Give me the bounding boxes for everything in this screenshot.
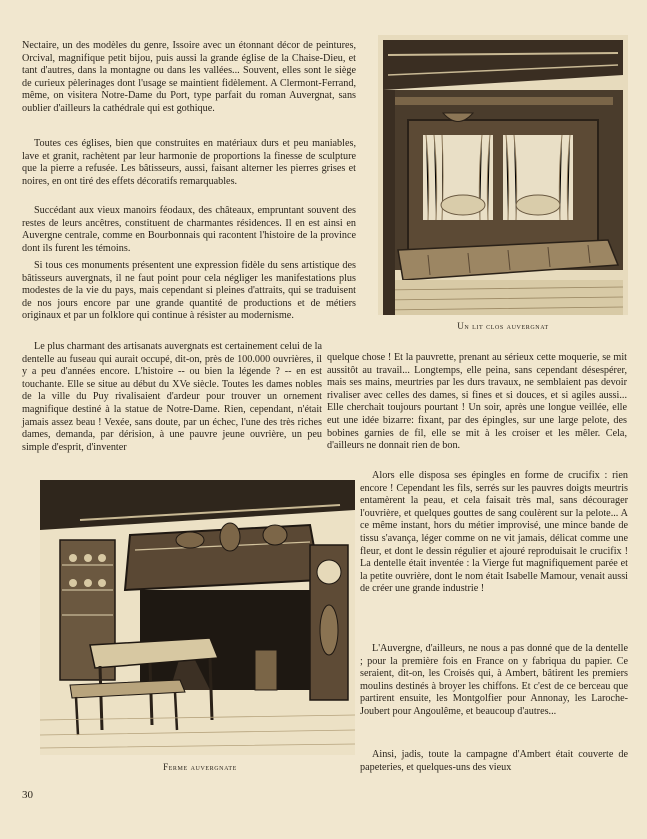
paragraph-churches: Nectaire, un des modèles du genre, Issoire avec un étonnant décor de peintures, Orcival, magnifique petit bijou, puis aussi la grande église de la Chaise-Dieu, et tant d'autres, dans la montagne ou dans les vallées... Souvent, elles sont le siège de curieux pèlerinages dont l'usage se maintient fidèlement. A Clermont-Ferrand, même, on visitera Notre-Dame du Port, type parfait du roman Auvergnat, sans oublier d'ailleurs la cathédrale qui est gothique. [22, 40, 356, 114]
page-number: 30 [22, 789, 33, 801]
farmhouse-illustration [40, 480, 355, 755]
caption-farmhouse: Ferme auvergnate [163, 762, 237, 772]
paragraph-lace-story: quelque chose ! Et la pauvrette, prenant au sérieux cette moquerie, se mit aussitôt au travail... Longtemps, elle peina, sans cependant désespérer, mais ses mains, meurtries par les durs travaux, ne semblaient pas devoir rivaliser avec celles des dames, si fines et si douces, et si agiles aussi... Elle cherchait toujours pourtant ! Un soir, après une longue veillée, elle eut une idée bizarre: fixant, par des épingles, sur une large pelote, des bobines garnies de fil, elle se mit à les croiser et les mêler. Cela, d'ailleurs ne donnait rien de bon. [327, 352, 627, 452]
paragraph-ambert: Ainsi, jadis, toute la campagne d'Ambert était couverte de papeteries, et quelques-uns des vieux [360, 749, 628, 773]
paragraph-materials: Toutes ces églises, bien que construites en matériaux durs et peu maniables, lave et granit, rachètent par leur harmonie de proportions la finesse de sculpture que la pierre a refusée. Les bâtisseurs, aussi, faisant alterner les pierres grises et noires, en ont tiré des effets décoratifs remarquables. [22, 138, 356, 187]
paragraph-crafts: Si tous ces monuments présentent une expression fidèle du sens artistique des bâtisseurs auvergnats, il ne faut point pour cela négliger les manifestations plus modestes de la vie du pays, mais cependant si pleines d'attraits, qui se traduisent de nos jours encore par une grande quantité de productions et de métiers originaux et par un folklore qui continue à résister au modernisme. [22, 260, 356, 322]
paragraph-paper: L'Auvergne, d'ailleurs, ne nous a pas donné que de la dentelle ; pour la première fois en France on y fabriqua du papier. Ce seraient, dit-on, les Croisés qui, à Ambert, bâtirent les premiers moulins destinés à broyer les chiffons. Et c'est de ce berceau que partirent ensuite, les Montgolfier pour Annonay, les Laroche-Joubert pour Angoulême, et beaucoup d'autres... [360, 643, 628, 717]
paragraph-castles: Succédant aux vieux manoirs féodaux, des châteaux, empruntant souvent des restes de leurs ancêtres, constituent de charmantes résidences. Il en est ainsi en Auvergne centrale, comme en Bourbonnais qui racontent l'histoire de la province dont ils furent les témoins. [22, 205, 356, 254]
box-bed-illustration [378, 35, 628, 315]
caption-box-bed: Un lit clos auvergnat [457, 321, 549, 331]
paragraph-lace-legend: Le plus charmant des artisanats auvergnats est certainement celui de la dentelle au fuseau qui aurait occupé, dit-on, près de 100.000 ouvrières, il y a peu d'années encore. L'histoire -- ou bien la légende ? -- en est touchante. Elle se situe au début du XVe siècle. Toutes les dames nobles de la ville du Puy rivalisaient d'ardeur pour trouver un ornement magnifique destiné à la statue de Notre-Dame. Rien, cependant, n'était jamais assez beau ! Vexée, sans doute, par un échec, l'une des très riches dames, demanda, par dérision, à une pauvre jeune ouvrière, un peu simple d'esprit, d'inventer [22, 341, 322, 453]
paragraph-lace-invention: Alors elle disposa ses épingles en forme de crucifix : rien encore ! Cependant les fils, serrés sur les pauvres doigts meurtris entamèrent la peau, et cela faisait très mal, sans décourager l'ouvrière, et quelques gouttes de sang coulèrent sur la pelote... A ce même instant, hors du métier improvisé, une mince bande de tissu s'avança, léger comme on ne vit jamais, délicat comme une fleur, et dont le dessin régulier et ajouré reproduisait le crucifix ! La dentelle était inventée : la Vierge fut magnifiquement parée et la petite ouvrière, dont le nom était Isabelle Mamour, venait aussi de créer une grande industrie ! [360, 470, 628, 595]
